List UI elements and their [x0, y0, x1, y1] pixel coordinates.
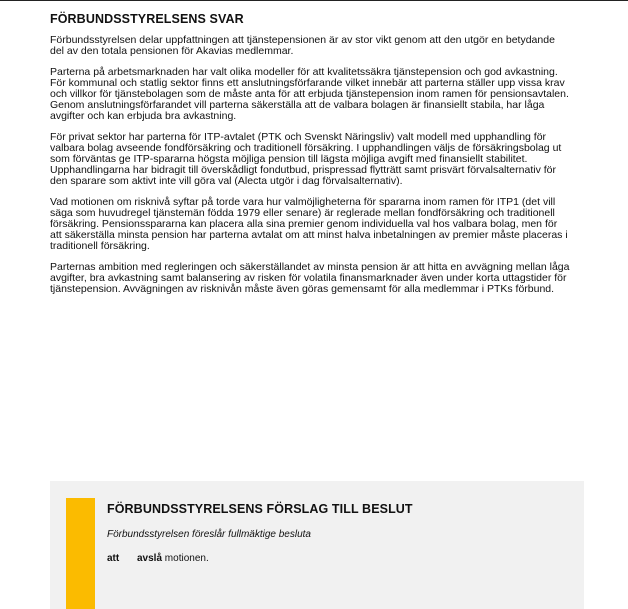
decision-proposal-box — [50, 481, 584, 609]
decision-verb: avslå — [137, 553, 163, 564]
response-paragraph-2: Parterna på arbetsmarknaden har valt olika modeller för att kvalitetssäkra tjänstepension och god avkastning. För kommunal och statlig sektor finns ett anslutningsförfarande vilket innebär att parterna ställer upp vissa krav och villkor för tjänstebolagen som de måste anta för att erbjuda tjänstepension inom ramen för pensionsavtalen. Genom anslutningsförfarandet vill parterna säkerställa att de valbara bolagen är finansiellt stabila, har låga avgifter och kan erbjuda bra avkastning. — [50, 66, 569, 122]
top-divider — [0, 0, 628, 1]
response-paragraph-4: Vad motionen om risknivå syftar på torde vara hur valmöjligheterna för spararna inom ramen för ITP1 (det vill säga som huvudregel tjänstemän födda 1979 eller senare) är reglerade mellan fondförsäkring och traditionell försäkring. Pensionsspararna kan placera alla sina premier genom individuella val hos valbara bolag, men för att säkerställa minsta pension har parterna avtalat om att minst halva inbetalningen av premier måste placeras i traditionell försäkring. — [50, 196, 568, 252]
response-paragraph-5: Parternas ambition med regleringen och säkerställandet av minsta pension är att hitta en avvägning mellan låga avgifter, bra avkastning samt balansering av risken för volatila finansmarknader även under korta uttagstider för tjänstepension. Avvägningen av risknivån måste även göras gemensamt för alla medlemmar i PTKs förbund. — [50, 261, 570, 295]
proposal-title: FÖRBUNDSSTYRELSENS FÖRSLAG TILL BESLUT — [107, 502, 413, 516]
decision-object: motionen. — [162, 553, 209, 564]
board-response-section — [50, 12, 570, 305]
response-paragraph-3: För privat sektor har parterna för ITP-avtalet (PTK och Svenskt Näringsliv) valt modell med upphandling för valbara bolag avseende fondförsäkring och traditionell försäkring. I upphandlingen väljs de försäkringsbolag ut som förväntas ge ITP-spararna högsta möjliga pension till lägsta möjliga avgift med finansiellt stabilitet. Upphandlingarna har bidragit till överskådligt fondutbud, prispressad flytträtt samt prisvärt förvalsalternativ för den sparare som aktivt inte vill göra val (Alecta utgör i dag förvalsalternativ). — [50, 131, 562, 187]
response-paragraph-1: Förbundsstyrelsen delar uppfattningen att tjänstepensionen är av stor vikt genom att den utgör en betydande del av den totala pensionen för Akavias medlemmar. — [50, 34, 555, 57]
proposal-subtitle: Förbundsstyrelsen föreslår fullmäktige besluta — [107, 529, 311, 540]
section-title: FÖRBUNDSSTYRELSENS SVAR — [50, 12, 244, 26]
decision-att-label: att — [107, 553, 120, 564]
accent-bar — [66, 498, 95, 609]
decision-row — [107, 553, 209, 564]
